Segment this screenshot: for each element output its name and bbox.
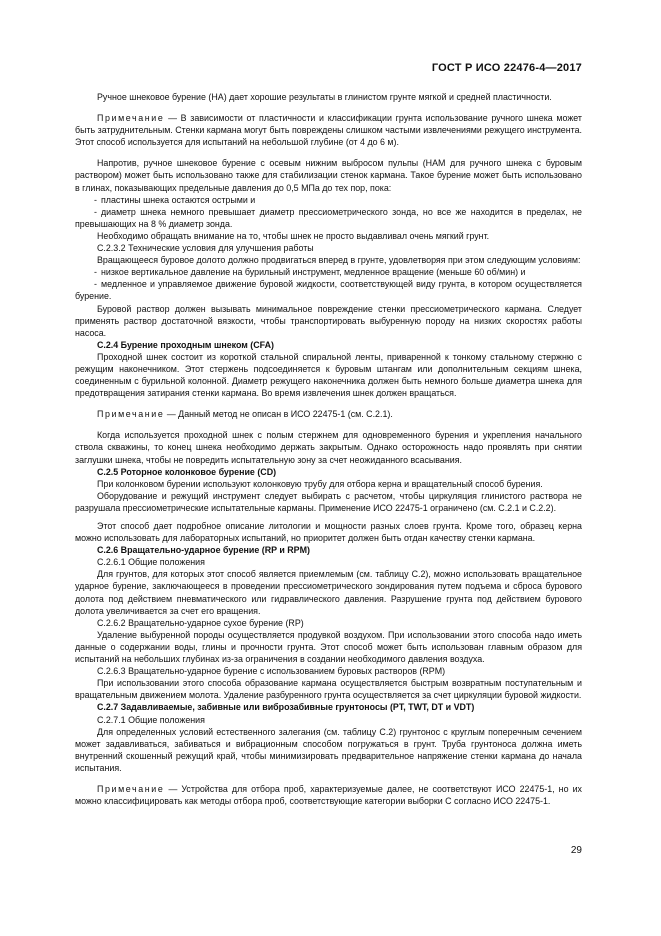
section-heading: С.2.5 Роторное колонковое бурение (CD) [97,466,277,477]
page-body [75,91,582,807]
section-heading: С.2.6.3 Вращательно-ударное бурение с использованием буровых растворов (RPM) [97,666,446,677]
paragraph: Вращающееся буровое долото должно продвигаться вперед в грунте, удовлетворяя при этом следующим условиям: [97,255,581,266]
note [75,112,582,148]
page-number: 29 [570,845,582,856]
note [75,783,582,807]
paragraph: При использовании этого способа образование кармана осуществляется быстрым возвратным поступательным и вращательным движением молота. Удаление разбуренного грунта осуществляется за счет циркуляции буровой жидкости. [75,678,582,701]
note-label: Примечание [97,409,165,420]
section-heading: С.2.4 Бурение проходным шнеком (CFA) [97,339,274,350]
list-item: - медленное и управляемое движение буровой жидкости, соответствующей виду грунта, в котором осуществляется бурение. [75,279,582,302]
paragraph: Ручное шнековое бурение (НА) дает хорошие результаты в глинистом грунте мягкой и средней пластичности. [97,92,552,102]
paragraph: Для определенных условий естественного залегания (см. таблицу С.2) грунтонос с круглым поперечным сечением может задавливаться, забиваться и вибрационным способом погружаться в грунт. Труба грунтоноса должна иметь внутренний скошенный режущий край, чтобы минимизировать предварительное напряжение стенки кармана до начала испытания. [75,726,582,773]
paragraph: Необходимо обращать внимание на то, чтобы шнек не просто выдавливал очень мягкий грунт. [97,230,490,241]
list-item: - пластины шнека остаются острыми и [94,194,256,205]
note [75,408,582,420]
paragraph: Напротив, ручное шнековое бурение с осевым нижним выбросом пульпы (НАМ для ручного шнека с буровым раствором) может быть использовано также для стабилизации стенок кармана. Такое бурение может быть использовано в глинах, показывающих предельные давления до 0,5 МПа до тех пор, пока: [75,158,582,193]
note-text: — Устройства для отбора проб, характеризуемые далее, не соответствуют ИСО 22475-1, но их можно классифицировать как методы отбора проб, соответствующие категории выборки С согласно ИСО 22475-1. [75,783,582,807]
paragraph: Когда используется проходной шнек с полым стержнем для одновременного бурения и укрепления начального ствола скважины, то конец шнека необходимо держать закрытым. Однако осторожность надо проявлять при снятии заглушки шнека, чтобы не повредить испытательную зону за счет неожиданного всасывания. [75,430,582,465]
note-label: Примечание [97,783,165,794]
section-heading: С.2.3.2 Технические условия для улучшения работы [97,243,314,254]
paragraph: При колонковом бурении используют колонковую трубу для отбора керна и вращательный способ бурения. [97,478,543,489]
document-header: ГОСТ Р ИСО 22476-4—2017 [431,62,582,74]
paragraph: Буровой раствор должен вызывать минимальное повреждение стенки прессиометрического кармана. Следует применять раствор достаточной вязкости, чтобы транспортировать выбуренную породу на низких скоростях работы насоса. [75,303,582,338]
paragraph: Оборудование и режущий инструмент следует выбирать с расчетом, чтобы циркуляция глинистого раствора не разрушала прессиометрические испытательные карманы. Применение ИСО 22475-1 ограничено (см. С.2.1 и С.2.2). [75,490,582,513]
paragraph: Проходной шнек состоит из короткой стальной спиральной ленты, приваренной к тонкому стальному стержню с режущим наконечником. Этот стержень подсоединяется к буровым штангам или дополнительным секциям шнека, соединенным с бурильной колонной. Диаметр режущего наконечника должен быть немного больше диаметра шнека для предотвращения затирания стенки кармана. Во время извлечения шнек должен вращаться. [75,351,582,399]
paragraph: Удаление выбуренной породы осуществляется продувкой воздухом. При использовании этого способа надо иметь данные о содержании воды, глины и прочности грунта. Этот способ может быть использован главным образом для испытаний на небольших глубинах из-за ограничения в создании необходимого давления воздуха. [75,629,582,665]
section-heading: С.2.6.1 Общие положения [97,557,205,568]
paragraph: Для грунтов, для которых этот способ является приемлемым (см. таблицу С.2), можно использовать вращательное ударное бурение, заключающееся в проведении прессиометрического зондирования путем подъема и сброса бурового долота под действием пневматического или гидравлического давления. Разрушение грунта под действием бурового долота увеличивается за счет его вращения. [75,569,582,616]
section-heading: С.2.6.2 Вращательно-ударное сухое бурение (RP) [97,617,304,628]
note-label: Примечание [97,113,165,124]
section-heading: С.2.6 Вращательно-ударное бурение (RP и RPM) [97,545,310,556]
note-text: — Данный метод не описан в ИСО 22475-1 (см. С.2.1). [164,409,393,420]
note-text: — В зависимости от пластичности и классификации грунта использование ручного шнека может быть затруднительным. Стенки кармана могут быть повреждены слишком частыми извлечениями режущего инструмента. Этот способ используется для испытаний на небольшой глубине (от 4 до 6 м). [75,113,582,148]
section-heading: С.2.7 Задавливаемые, забивные или виброзабивные грунтоносы (PT, TWT, DT и VDT) [97,702,475,713]
section-heading: С.2.7.1 Общие положения [97,714,205,725]
list-item: - низкое вертикальное давление на бурильный инструмент, медленное вращение (меньше 60 об/мин) и [94,267,526,278]
paragraph: Этот способ дает подробное описание литологии и мощности разных слоев грунта. Кроме того, образец керна можно использовать для лабораторных испытаний, но приоритет должен быть отдан качеству стенки кармана. [75,521,582,544]
list-item: - диаметр шнека немного превышает диаметр прессиометрического зонда, но все же находится в пределах, не превышающих на 8 % диаметр зонда. [75,206,582,229]
